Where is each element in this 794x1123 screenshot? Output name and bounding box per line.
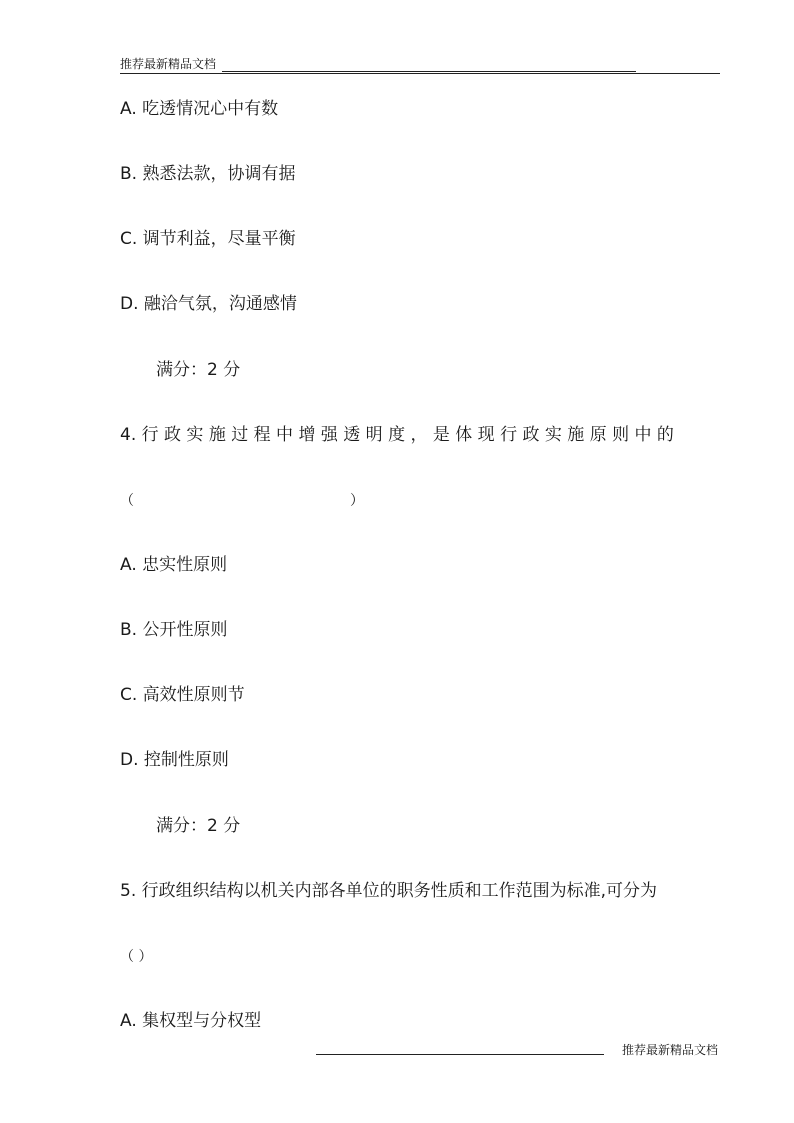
q4-option-c: C. 高效性原则节 [120, 685, 245, 705]
q5-option-a: A. 集权型与分权型 [120, 1011, 262, 1031]
q3-score: 满分：2 分 [156, 360, 241, 380]
q3-option-b: B. 熟悉法款，协调有据 [120, 164, 296, 184]
page-footer [316, 1042, 720, 1060]
q3-option-a: A. 吃透情况心中有数 [120, 99, 279, 119]
q4-paren-close: ） [350, 493, 364, 509]
footer-text: 推荐最新精品文档 [622, 1043, 719, 1057]
q4-stem: 4. 行 政 实 施 过 程 中 增 强 透 明 度 ， 是 体 现 行 政 实 施 原 则 中 的 [120, 425, 674, 445]
page-header [120, 56, 720, 74]
q3-option-c: C. 调节利益，尽量平衡 [120, 229, 296, 249]
header-rule [120, 73, 720, 74]
q4-option-d: D. 控制性原则 [120, 750, 229, 770]
q4-paren-open: （ [120, 493, 134, 509]
q3-option-d: D. 融洽气氛，沟通感情 [120, 294, 297, 314]
q4-score: 满分：2 分 [156, 816, 241, 836]
q4-answer-blank [120, 489, 364, 512]
q5-answer-blank [120, 945, 152, 968]
q5-stem: 5. 行政组织结构以机关内部各单位的职务性质和工作范围为标准,可分为 [120, 881, 658, 901]
q4-option-b: B. 公开性原则 [120, 620, 228, 640]
header-underline [222, 71, 636, 72]
q5-paren: （ ） [120, 949, 153, 965]
footer-rule [316, 1054, 604, 1055]
header-text: 推荐最新精品文档 [120, 57, 217, 71]
q4-option-a: A. 忠实性原则 [120, 555, 228, 575]
